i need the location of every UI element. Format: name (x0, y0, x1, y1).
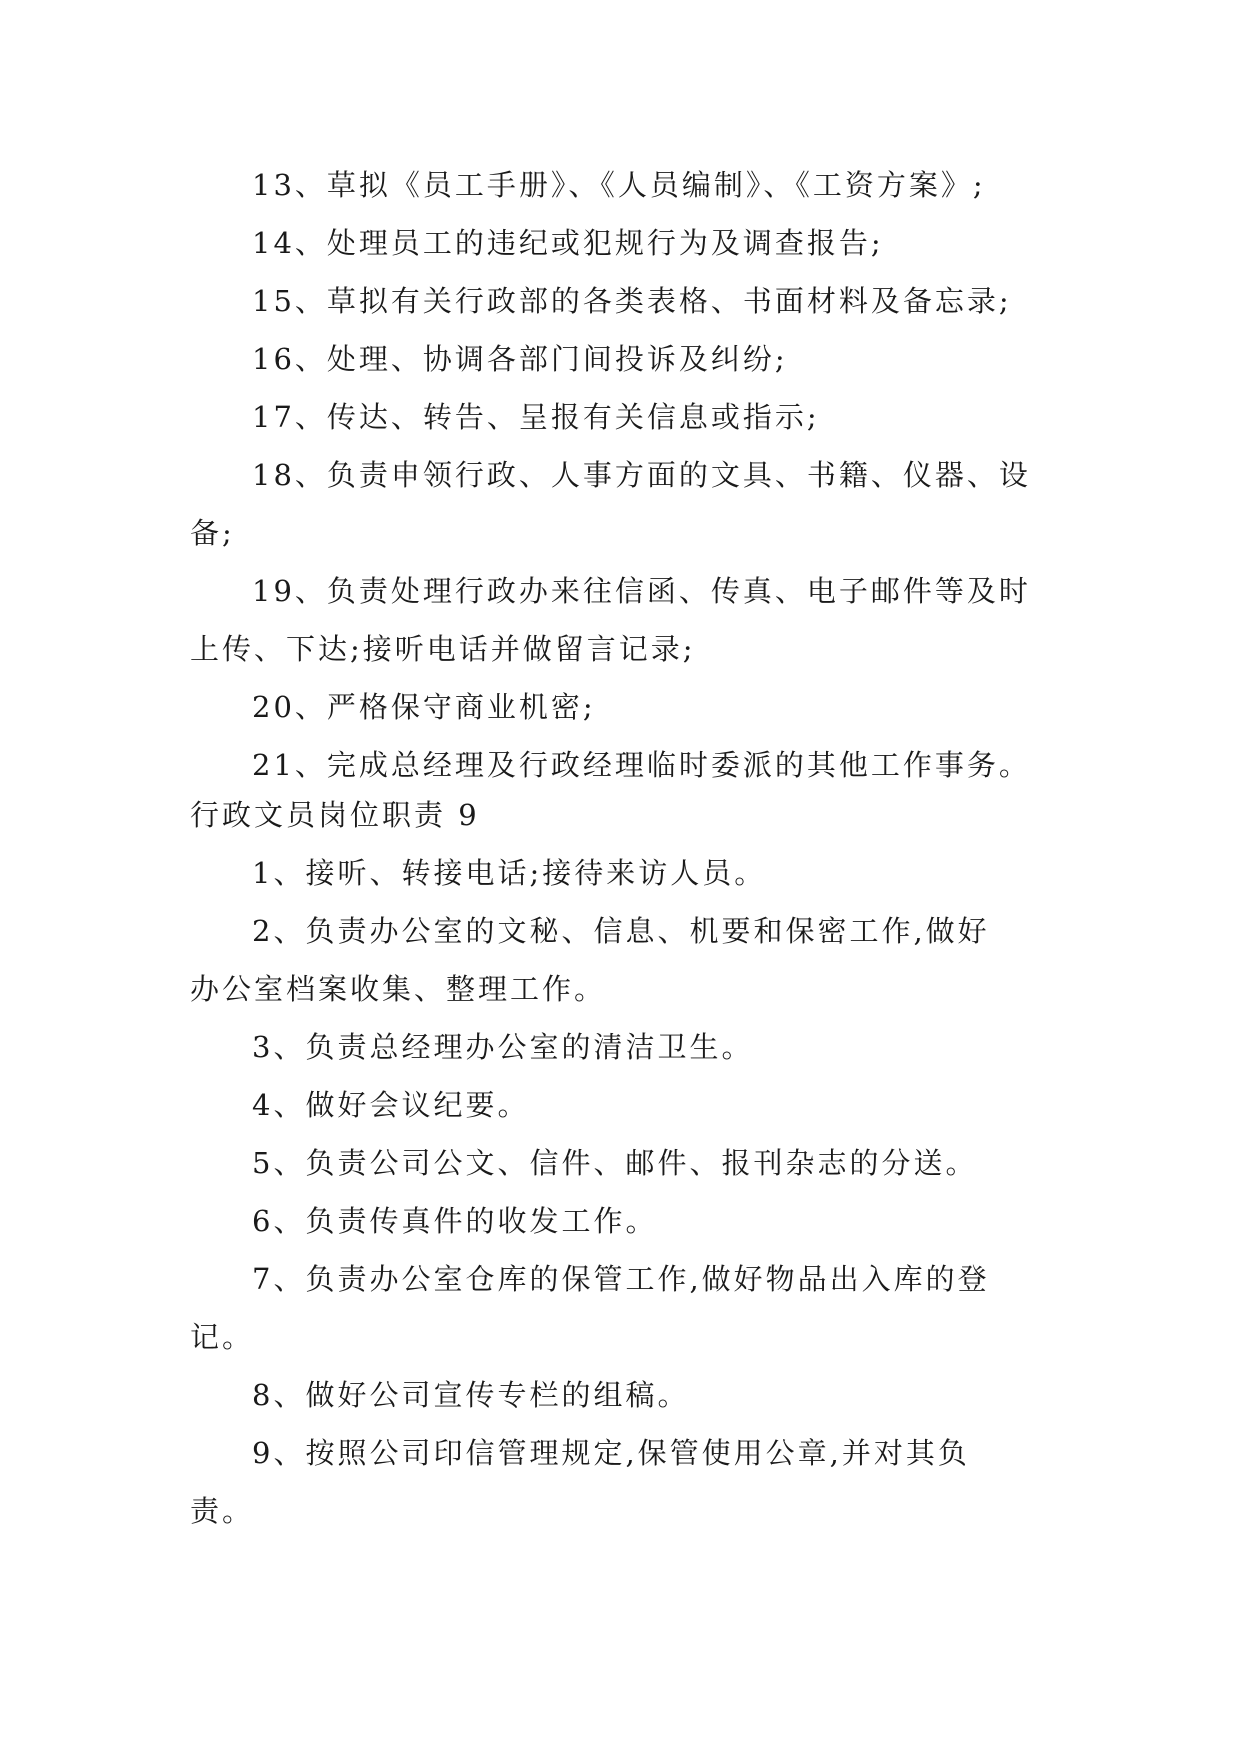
paragraph-line: 16、处理、协调各部门间投诉及纠纷; (252, 342, 788, 376)
paragraph-line: 15、草拟有关行政部的各类表格、书面材料及备忘录; (252, 284, 1012, 318)
paragraph-line: 17、传达、转告、呈报有关信息或指示; (252, 400, 820, 434)
paragraph-line: 14、处理员工的违纪或犯规行为及调查报告; (252, 226, 884, 260)
paragraph-line: 20、严格保守商业机密; (252, 690, 596, 724)
paragraph-line: 8、做好公司宣传专栏的组稿。 (252, 1378, 690, 1412)
section-heading: 行政文员岗位职责 9 (190, 798, 480, 832)
paragraph-line: 3、负责总经理办公室的清洁卫生。 (252, 1030, 754, 1064)
paragraph-line: 上传、下达;接听电话并做留言记录; (190, 632, 696, 666)
paragraph-line: 4、做好会议纪要。 (252, 1088, 530, 1122)
paragraph-line: 办公室档案收集、整理工作。 (190, 972, 607, 1006)
paragraph-line: 责。 (190, 1494, 255, 1528)
paragraph-line: 2、负责办公室的文秘、信息、机要和保密工作,做好 (252, 914, 990, 948)
paragraph-line: 1、接听、转接电话;接待来访人员。 (252, 856, 767, 890)
paragraph-line: 18、负责申领行政、人事方面的文具、书籍、仪器、设 (252, 458, 1031, 492)
paragraph-line: 7、负责办公室仓库的保管工作,做好物品出入库的登 (252, 1262, 990, 1296)
paragraph-line: 13、草拟《员工手册》、《人员编制》、《工资方案》; (252, 168, 986, 202)
paragraph-line: 21、完成总经理及行政经理临时委派的其他工作事务。 (252, 748, 1031, 782)
paragraph-line: 备; (190, 516, 235, 550)
paragraph-line: 6、负责传真件的收发工作。 (252, 1204, 658, 1238)
paragraph-line: 19、负责处理行政办来往信函、传真、电子邮件等及时 (252, 574, 1031, 608)
paragraph-line: 5、负责公司公文、信件、邮件、报刊杂志的分送。 (252, 1146, 978, 1180)
paragraph-line: 9、按照公司印信管理规定,保管使用公章,并对其负 (252, 1436, 970, 1470)
paragraph-line: 记。 (190, 1320, 255, 1354)
